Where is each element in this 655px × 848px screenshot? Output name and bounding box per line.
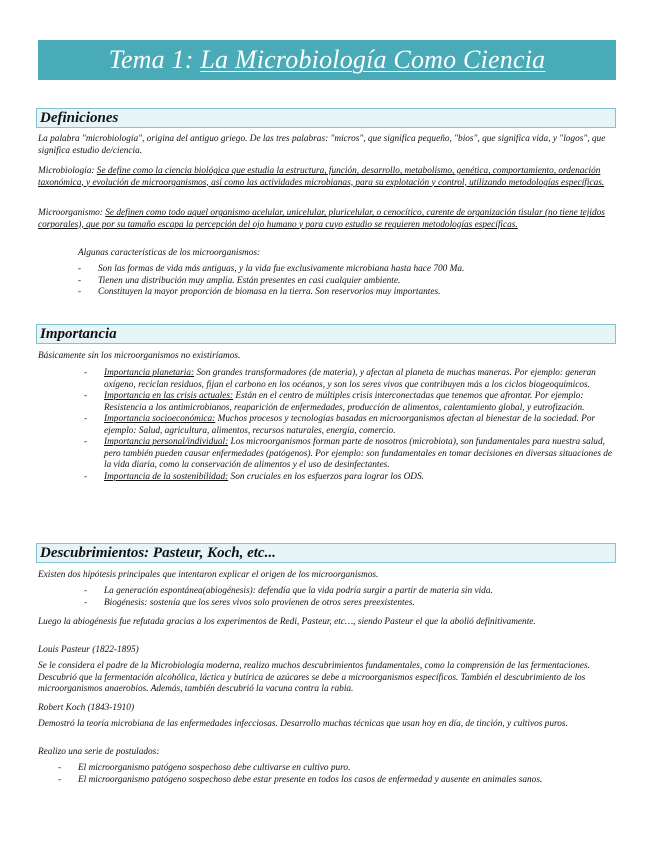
microorganismo-text: Se definen como todo aquel organismo acelular, unicelular, pluricelular, o cenocítico, carente de organización tisular (no tiene tejidos corporales), que por su tamaño escapa la percepción del ojo humano y para cuyo estudio se requieren metodologías específicas. (38, 208, 605, 230)
descubrimientos-intro: Existen dos hipótesis principales que intentaron explicar el origen de los microorganismos. (38, 570, 379, 580)
list-item: - Importancia en las crisis actuales: Están en el centro de múltiples crisis interconectadas que tenemos que afrontar. Por ejemplo: Resistencia a los antimicrobianos, reaparición de enfermedades, producción de alimentos, calentamiento global, y eutrofización. (84, 391, 585, 413)
list-item: - Tienen una distribución muy amplia. Están presentes en casi cualquier ambiente. (78, 275, 401, 286)
list-item: - Importancia de la sostenibilidad: Son cruciales en los esfuerzos para lograr los ODS. (84, 471, 424, 482)
section-heading-importancia: Importancia (36, 324, 616, 344)
list-item: - La generación espontánea(abiogénesis): defendía que la vida podría surgir a partir de materia sin vida. (84, 586, 493, 596)
importancia-intro: Básicamente sin los microorganismos no existiríamos. (38, 351, 241, 361)
microbiologia-label: Microbiología: (38, 166, 95, 176)
list-item: - Constituyen la mayor proporción de biomasa en la tierra. Son reservorios muy importantes. (78, 287, 441, 297)
list-item: - Importancia socioeconómica: Muchos procesos y tecnologías basadas en microorganismos afectan al bienestar de la sociedad. Por ejemplo: Salud, agricultura, alimentos, recursos naturales, energía, comercio. (84, 414, 596, 436)
hipotesis-list (84, 586, 618, 609)
definiciones-paragraph: La palabra "microbiología", origina del antiguo griego. De las tres palabras: "micros", que significa pequeño, "bios", que significa vida, y "logos", que significa estudio de/ciencia. (38, 134, 606, 156)
list-item: - Son las formas de vida más antiguas, y la vida fue exclusivamente microbiana hasta hace 700 Ma. (78, 264, 465, 274)
title-prefix: Tema 1: (108, 45, 194, 74)
section-heading-definiciones: Definiciones (36, 108, 616, 128)
list-item: - El microorganismo patógeno sospechoso debe cultivarse en cultivo puro. (58, 763, 351, 773)
postulados-intro: Realizo una serie de postulados: (38, 747, 160, 757)
caracteristicas-list (78, 264, 638, 299)
abiogenesis-paragraph: Luego la abiogénesis fue refutada gracias a los experimentos de Redi, Pasteur, etc…, siendo Pasteur el que la abolió definitivamente. (38, 617, 536, 627)
definicion-microbiologia (38, 166, 620, 189)
caracteristicas-intro: Algunas características de los microorganismos: (78, 248, 261, 258)
koch-paragraph: Demostró la teoría microbiana de las enfermedades infecciosas. Desarrollo muchas técnicas que usan hoy en día, de tinción, y cultivos puros. (38, 719, 568, 729)
list-item: - Importancia planetaria: Son grandes transformadores (de materia), y afectan al planeta de muchas maneras. Por ejemplo: generan oxígeno, reciclan residuos, fijan el carbono en los océanos, y son los seres vivos que contribuyen más a los ciclos biogeoquímicos. (84, 368, 596, 390)
list-item: - Biogénesis: sostenía que los seres vivos solo provienen de otros seres preexistentes. (84, 597, 415, 608)
microbiologia-text: Se define como la ciencia biológica que estudia la estructura, función, desarrollo, metabolismo, genética, comportamiento, ordenación taxonómica, y evolución de microorganismos, así como las actividades microbianas, para su explotación y control, utilizando metodologías específicas. (38, 166, 605, 188)
microorganismo-label: Microorganismo: (38, 208, 103, 218)
list-item: - El microorganismo patógeno sospechoso debe estar presente en todos los casos de enfermedad y ausente en animales sanos. (58, 774, 543, 785)
koch-title: Robert Koch (1843-1910) (38, 703, 135, 713)
document-title-banner (38, 40, 616, 80)
importancia-list (84, 368, 618, 483)
pasteur-title: Louis Pasteur (1822-1895) (38, 645, 139, 655)
definicion-microorganismo (38, 208, 620, 231)
section-heading-descubrimientos: Descubrimientos: Pasteur, Koch, etc... (36, 543, 616, 563)
title-text: La Microbiología Como Ciencia (200, 45, 546, 74)
postulados-list (58, 763, 618, 786)
list-item: - Importancia personal/individual: Los microorganismos forman parte de nosotros (microbiota), son fundamentales para nuestra salud, pero también pueden causar enfermedades (patógenos). Por ejemplo: son fundamentales en tomar decisiones en diversas situaciones de la vida diaria, como la conservación de alimentos y el uso de desinfectantes. (84, 437, 613, 470)
pasteur-paragraph: Se le considera el padre de la Microbiología moderna, realizo muchos descubrimientos fundamentales, como la comprensión de las fermentaciones. Descubrió que la fermentación alcohólica, láctica y butírica de azúcares se debe a microorganismos específicos. También el descubrimiento de los microorganismos anaerobios. Además, también descubrió la vacuna contra la rabia. (38, 661, 590, 694)
